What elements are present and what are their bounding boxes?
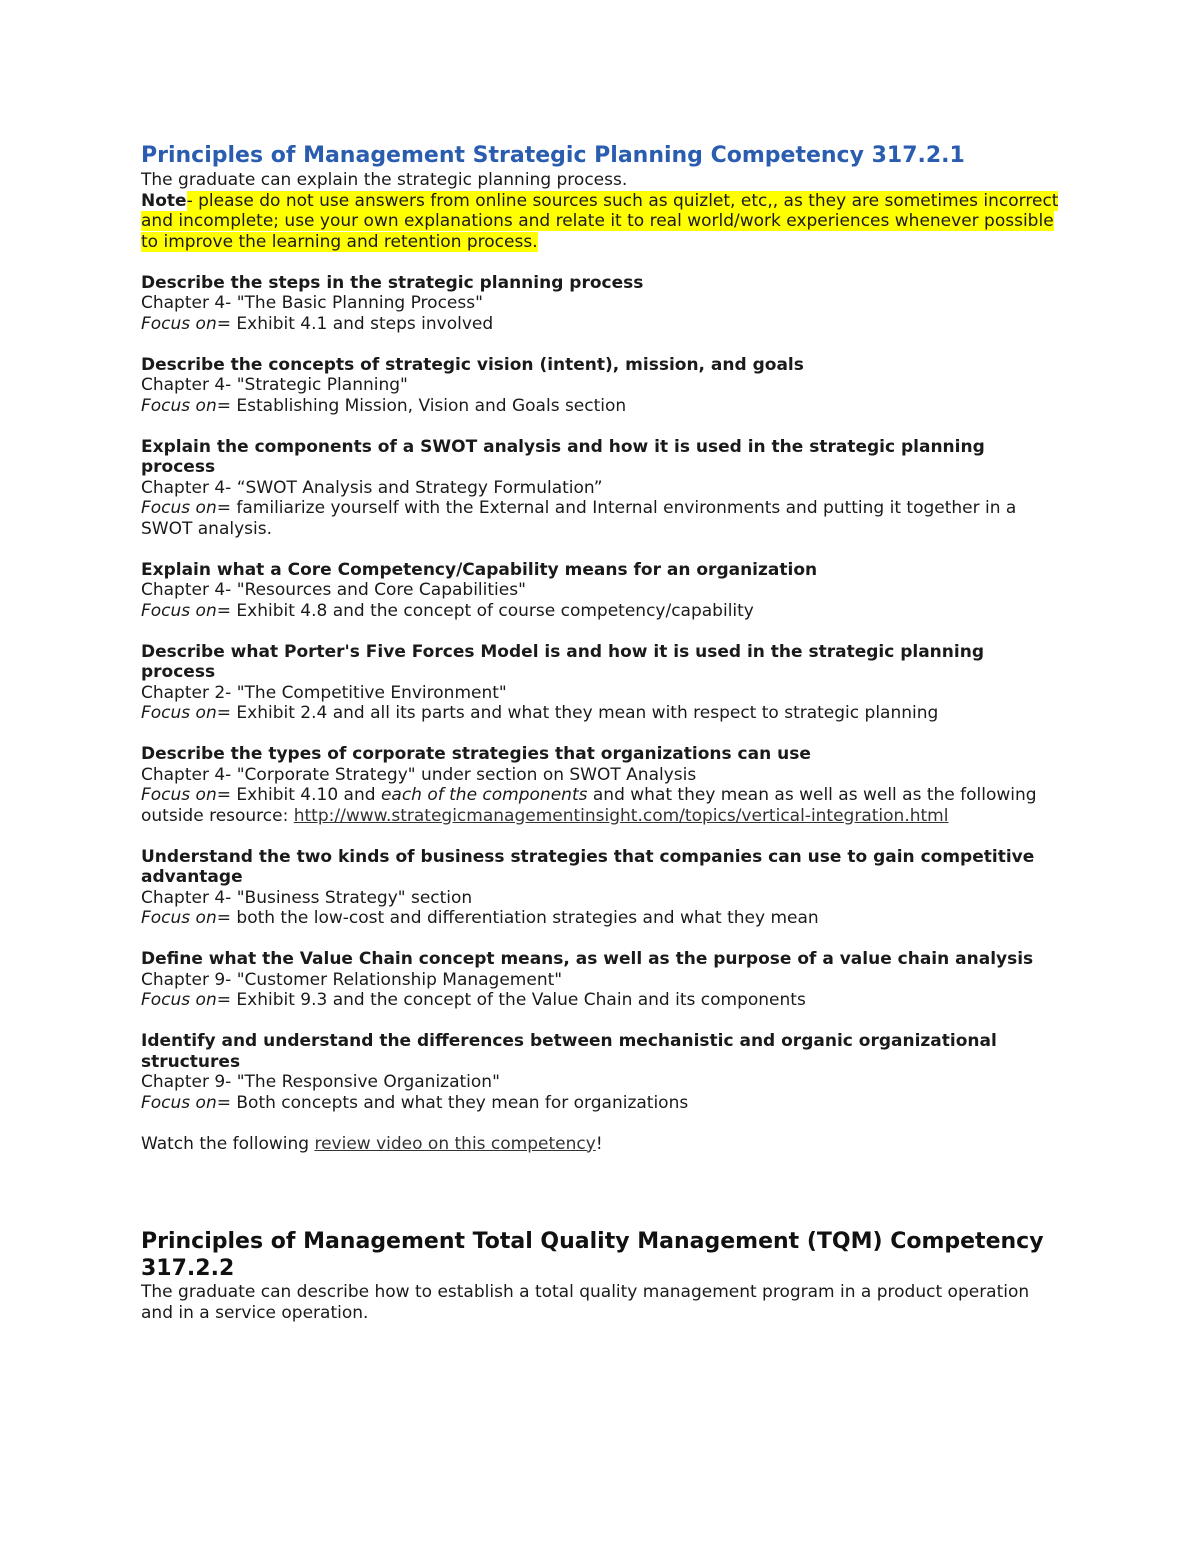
focus-label: Focus on (141, 395, 217, 416)
focus-text: = Establishing Mission, Vision and Goals section (216, 395, 627, 416)
focus-text-italic: each of the components (380, 785, 588, 805)
chapter-reference: Chapter 4- "Corporate Strategy" under section on SWOT Analysis (141, 764, 697, 785)
section-value-chain (141, 949, 1061, 1011)
chapter-reference: Chapter 4- "Resources and Core Capabilities" (141, 580, 526, 600)
focus-line (141, 703, 1061, 724)
note-text-highlighted: - please do not use answers from online sources such as quizlet, etc,, as they are sometimes incorrect and incomplete; use your own explanations and relate it to real world/work experiences whenever possible to improve the learning and retention process. (141, 190, 1059, 252)
focus-label: Focus on (141, 600, 217, 621)
focus-text: = Exhibit 4.1 and steps involved (216, 313, 494, 334)
section-heading: Describe the steps in the strategic planning process (141, 272, 644, 293)
chapter-reference: Chapter 4- "Business Strategy" section (141, 887, 473, 908)
section-heading: Identify and understand the differences between mechanistic and organic organizational structures (141, 1031, 997, 1072)
focus-line (141, 908, 1061, 929)
chapter-reference: Chapter 9- "Customer Relationship Management" (141, 969, 563, 990)
focus-line (141, 396, 1061, 417)
focus-line (141, 990, 1061, 1011)
chapter-reference: Chapter 4- "The Basic Planning Process" (141, 293, 483, 313)
chapter-reference: Chapter 4- “SWOT Analysis and Strategy Formulation” (141, 477, 603, 498)
focus-text: = Exhibit 4.10 and (216, 785, 381, 805)
section-heading: Describe the concepts of strategic vision (intent), mission, and goals (141, 354, 804, 375)
vertical-integration-link[interactable]: http://www.strategicmanagementinsight.com/topics/vertical-integration.html (293, 805, 949, 826)
competency-2-intro: The graduate can describe how to establish a total quality management program in a product operation and in a service operation. (141, 1282, 1030, 1323)
section-heading: Define what the Value Chain concept means, as well as the purpose of a value chain analysis (141, 949, 1034, 969)
competency-1-intro: The graduate can explain the strategic planning process. (141, 170, 628, 190)
focus-text: = Exhibit 4.8 and the concept of course competency/capability (216, 600, 754, 621)
competency-1-title: Principles of Management Strategic Planning Competency 317.2.1 (141, 143, 965, 168)
section-organizational-structures (141, 1031, 1061, 1113)
chapter-reference: Chapter 9- "The Responsive Organization" (141, 1072, 500, 1092)
section-swot (141, 437, 1061, 540)
focus-line (141, 785, 1061, 826)
document-page (141, 142, 1061, 1323)
focus-label: Focus on (141, 703, 217, 723)
focus-line (141, 1093, 1061, 1114)
section-five-forces (141, 642, 1061, 724)
section-core-competency (141, 560, 1061, 622)
watch-video-line (141, 1134, 1061, 1155)
section-corporate-strategies (141, 744, 1061, 826)
focus-text: = Exhibit 2.4 and all its parts and what they mean with respect to strategic planning (216, 703, 939, 723)
focus-text: and what they mean as well as well as the following outside resource: (141, 785, 1037, 826)
chapter-reference: Chapter 4- "Strategic Planning" (141, 375, 408, 395)
focus-line (141, 601, 1061, 622)
focus-text: = familiarize yourself with the External and Internal environments and putting it together in a SWOT analysis. (141, 498, 1017, 539)
watch-prefix: Watch the following (141, 1133, 315, 1154)
review-video-link[interactable]: review video on this competency (314, 1133, 596, 1154)
competency-2-title: Principles of Management Total Quality Management (TQM) Competency 317.2.2 (141, 1229, 1044, 1281)
section-heading: Understand the two kinds of business strategies that companies can use to gain competitive advantage (141, 846, 1035, 887)
note-paragraph (141, 191, 1061, 253)
focus-line (141, 314, 1061, 335)
note-label: Note (141, 190, 187, 211)
section-heading: Describe what Porter's Five Forces Model is and how it is used in the strategic planning process (141, 641, 984, 682)
focus-text: = Exhibit 9.3 and the concept of the Value Chain and its components (216, 990, 806, 1010)
focus-label: Focus on (141, 785, 217, 805)
section-business-strategies (141, 847, 1061, 929)
section-heading: Explain the components of a SWOT analysis and how it is used in the strategic planning process (141, 436, 985, 477)
focus-line (141, 498, 1061, 539)
focus-label: Focus on (141, 908, 217, 928)
section-planning-steps (141, 273, 1061, 335)
section-vision-mission-goals (141, 355, 1061, 417)
focus-label: Focus on (141, 990, 217, 1010)
focus-label: Focus on (141, 498, 217, 518)
focus-text: = both the low-cost and differentiation strategies and what they mean (216, 908, 819, 928)
chapter-reference: Chapter 2- "The Competitive Environment" (141, 682, 507, 703)
focus-text: = Both concepts and what they mean for organizations (216, 1092, 689, 1113)
watch-suffix: ! (595, 1133, 603, 1154)
focus-label: Focus on (141, 1092, 217, 1113)
focus-label: Focus on (141, 313, 217, 334)
section-heading: Describe the types of corporate strategies that organizations can use (141, 744, 811, 764)
section-heading: Explain what a Core Competency/Capability means for an organization (141, 559, 818, 580)
